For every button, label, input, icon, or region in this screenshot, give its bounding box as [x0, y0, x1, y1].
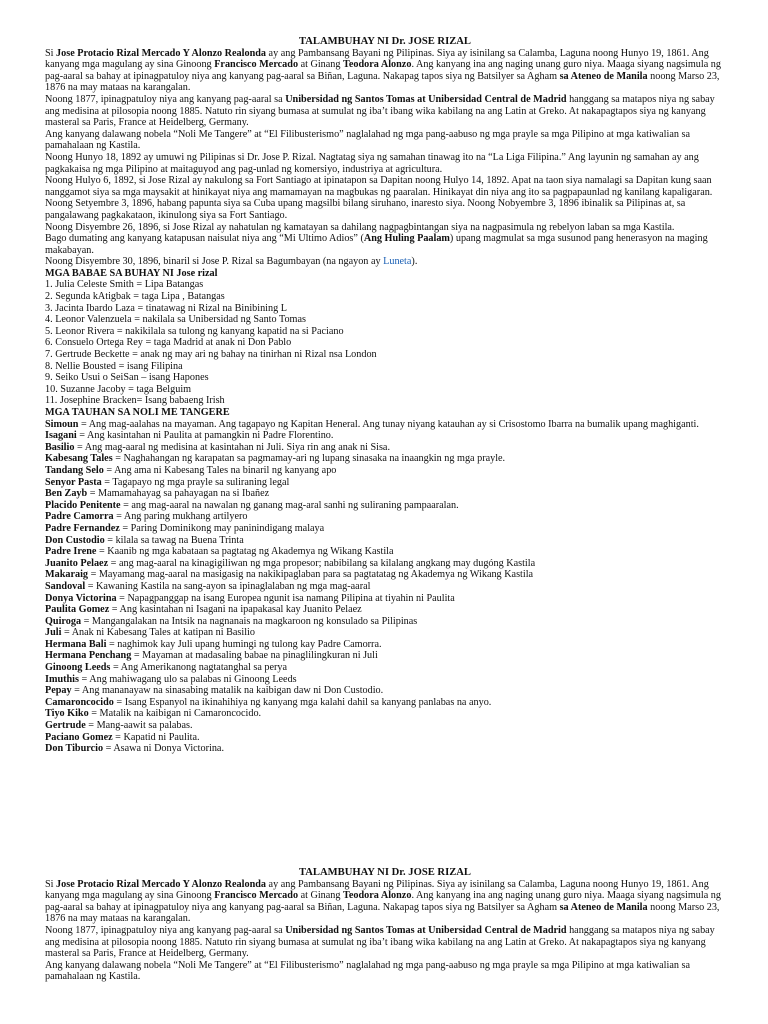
- character-entry: [45, 685, 725, 697]
- character-entry: [45, 442, 725, 454]
- character-entry: [45, 697, 725, 709]
- women-list-item: 3. Jacinta Ibardo Laza = tinatawag ni Rizal na Binibining L: [45, 302, 287, 314]
- women-list-item: 11. Josephine Bracken= Isang babaeng Irish: [45, 395, 225, 407]
- character-entry: [45, 477, 725, 489]
- character-name: Donya Victorina: [45, 592, 117, 604]
- character-description: = ang mag-aaral na kinagigiliwan ng mga propesor; nabibilang sa kilalang angkang may dugóng Kastila: [108, 557, 536, 569]
- character-entry: [45, 488, 725, 500]
- character-entry: [45, 732, 725, 744]
- character-name: Gertrude: [45, 720, 86, 732]
- character-name: Hermana Penchang: [45, 650, 132, 662]
- bold-text: Teodora Alonzo: [343, 890, 412, 902]
- bio-paragraph-3-repeat: Ang kanyang dalawang nobela “Noli Me Tangere” at “El Filibusterismo” naglalahad ng mga pang-aabuso ng mga prayle sa mga Pilipino at mga katiwalian sa pamahalaan ng Kastila.: [45, 959, 690, 983]
- character-name: Don Tiburcio: [45, 743, 104, 755]
- character-description: = Kaanib ng mga kabataan sa pagtatag ng Akademya ng Wikang Kastila: [96, 546, 394, 558]
- noli-heading: MGA TAUHAN SA NOLI ME TANGERE: [45, 407, 230, 418]
- bio-paragraph-5: Noong Hulyo 6, 1892, si Jose Rizal ay nakulong sa Fort Santiago at ipinatapon sa Dapitan noong Hulyo 14, 1892. Apat na taon siya namalagi sa Dapitan kung saan nanggamot siya sa mga maysakit at hinikayat niya ang mamamayan na magbukas ng paaralan. Hinikayat din niya ang ito sa pagpapaunlad ng kanilang kapaligaran.: [45, 175, 713, 198]
- character-description: = Kawaning Kastila na sang-ayon sa ipinaglalaban ng mga mag-aaral: [85, 580, 371, 592]
- character-entry: [45, 639, 725, 651]
- character-name: Quiroga: [45, 615, 82, 627]
- bold-text: Unibersidad ng Santos Tomas at Unibersidad Central de Madrid: [285, 93, 567, 105]
- character-entry: [45, 627, 725, 639]
- women-list-item: 2. Segunda kAtigbak = taga Lipa , Batangas: [45, 291, 225, 303]
- character-description: = Mang-aawit sa palabas.: [85, 720, 193, 732]
- character-description: = Ang ama ni Kabesang Tales na binaril ng kanyang apo: [103, 464, 337, 476]
- character-name: Padre Irene: [45, 546, 97, 558]
- character-description: = Ang mahiwagang ulo sa palabas ni Ginoong Leeds: [78, 673, 297, 685]
- bold-text: Francisco Mercado: [214, 59, 299, 71]
- p8-text-c: ) upang magmulat sa mga susunod pang henerasyon na maging makabayan.: [45, 233, 708, 256]
- bio-paragraph-1: [45, 48, 725, 94]
- character-name: Pepay: [45, 685, 72, 697]
- bio-paragraph-1-repeat: [45, 879, 725, 925]
- character-description: = Ang mag-aaral ng medisina at kasintahan ni Juli. Siya rin ang anak ni Sisa.: [74, 441, 391, 453]
- character-name: Makaraig: [45, 569, 89, 581]
- paragraph-text: Noong 1877, ipinagpatuloy niya ang kanyang pag-aaral sa: [45, 924, 286, 936]
- women-list-item: 7. Gertrude Beckette = anak ng may ari ng bahay na tinirhan ni Rizal nsa London: [45, 349, 377, 361]
- character-entry: [45, 453, 725, 465]
- character-description: = naghimok kay Juli upang humingi ng tulong kay Padre Camorra.: [106, 638, 382, 650]
- p9-text-b: ).: [411, 256, 418, 268]
- luneta-link[interactable]: Luneta: [383, 256, 412, 268]
- character-name: Camaroncocido: [45, 696, 114, 708]
- character-name: Paulita Gomez: [45, 604, 110, 616]
- bio-paragraph-6: Noong Setyembre 3, 1896, habang papunta siya sa Cuba upang magsilbi bilang siruhano, inaresto siya. Noong Nobyembre 3, 1896 ibinalik sa Pilipinas at, sa pangalawang pagkakataon, ikinulong siya sa Fort Santiago.: [45, 198, 686, 221]
- women-list-item: 6. Consuelo Ortega Rey = taga Madrid at anak ni Don Pablo: [45, 337, 292, 349]
- paragraph-text: . Ang kanyang ina ang naging unang guro niya. Maaga siyang nagsimula ng pag-aaral sa bahay at ipinagpatuloy niya ang kanyang pag-aaral sa Biñan, Laguna. Nakapag tapos siya ng Batsilyer sa Agham: [45, 59, 721, 82]
- character-description: = Mamamahayag sa pahayagan na si Ibañez: [87, 488, 270, 500]
- bold-text: Francisco Mercado: [214, 890, 299, 902]
- character-description: = Mayamang mag-aaral na masigasig na nakikipaglaban para sa pagtatatag ng Akademya ng Wikang Kastila: [88, 569, 534, 581]
- bold-text: Teodora Alonzo: [343, 59, 412, 71]
- bio-title: TALAMBUHAY NI Dr. JOSE RIZAL: [299, 36, 471, 47]
- paragraph-text: ay ang Pambansang Bayani ng Pilipinas. Siya ay isinilang sa Calamba, Laguna noong Hunyo 19, 1861. Ang kanyang mga magulang ay sina Ginoong: [45, 878, 709, 902]
- p8-text-a: Bago dumating ang kanyang katapusan naisulat niya ang “Mi Ultimo Adios” (: [45, 233, 364, 245]
- character-name: Kabesang Tales: [45, 453, 113, 465]
- character-description: = Matalik na kaibigan ni Camaroncocido.: [88, 708, 262, 720]
- bold-text: sa Ateneo de Manila: [559, 70, 648, 82]
- character-description: = Mayaman at madasaling babae na pinaglilingkuran ni Juli: [131, 650, 378, 662]
- character-description: = Anak ni Kabesang Tales at katipan ni Basilio: [61, 627, 255, 639]
- character-entry: [45, 523, 725, 535]
- character-entry: [45, 569, 725, 581]
- character-description: = Asawa ni Donya Victorina.: [103, 743, 224, 755]
- character-description: = Kapatid ni Paulita.: [112, 731, 200, 743]
- character-description: = Ang mag-aalahas na mayaman. Ang tagapayo ng Kapitan Heneral. Ang tunay niyang katauhan ay si Crisostomo Ibarra na bumalik upang maghiganti.: [78, 418, 699, 430]
- character-name: Juanito Pelaez: [45, 557, 109, 569]
- noli-character-list: [45, 419, 725, 755]
- character-description: = ang mag-aaral na nawalan ng ganang mag-aral sanhi ng suliraning pampaaralan.: [120, 499, 459, 511]
- paragraph-text: . Ang kanyang ina ang naging unang guro niya. Maaga siyang nagsimula ng pag-aaral sa bahay at ipinagpatuloy niya ang kanyang pag-aaral sa Biñan, Laguna. Nakapag tapos siya ng Batsilyer sa Agham: [45, 890, 721, 913]
- character-entry: [45, 558, 725, 570]
- character-entry: [45, 650, 725, 662]
- character-name: Isagani: [45, 430, 77, 442]
- character-name: Senyor Pasta: [45, 476, 102, 488]
- character-description: = Ang kasintahan ni Paulita at pamangkin ni Padre Florentino.: [76, 430, 334, 442]
- character-entry: [45, 604, 725, 616]
- character-description: = Isang Espanyol na ikinahihiya ng kanyang mga kalahi dahil sa kanyang panlabas na anyo.: [113, 696, 492, 708]
- character-description: = Paring Dominikong may paninindigang malaya: [119, 522, 325, 534]
- character-description: = Naghahangan ng karapatan sa pagmamay-ari ng lupang sinasaka na inaangkin ng mga prayle.: [112, 453, 506, 465]
- document-page-2: [45, 867, 725, 983]
- paragraph-text: at Ginang: [298, 59, 344, 71]
- bio-paragraph-3: Ang kanyang dalawang nobela “Noli Me Tangere” at “El Filibusterismo” naglalahad ng mga pang-aabuso ng mga prayle sa mga Pilipino at mga katiwalian sa pamahalaan ng Kastila.: [45, 128, 690, 152]
- character-entry: [45, 535, 725, 547]
- bio-paragraph-2-repeat: [45, 925, 725, 960]
- character-name: Hermana Bali: [45, 638, 107, 650]
- women-list-item: 5. Leonor Rivera = nakikilala sa tulong ng kanyang kapatid na si Paciano: [45, 325, 344, 337]
- document-page-1: [45, 36, 725, 755]
- character-description: = Tagapayo ng mga prayle sa suliraning legal: [101, 476, 290, 488]
- character-description: = Ang paring mukhang artilyero: [113, 511, 248, 523]
- character-entry: [45, 743, 725, 755]
- bio-paragraph-8: [45, 233, 725, 256]
- character-description: = Ang kasintahan ni Isagani na ipapakasal kay Juanito Pelaez: [109, 604, 362, 616]
- character-entry: [45, 465, 725, 477]
- paragraph-text: noong Marso 23, 1876 na may mataas na karangalan.: [45, 70, 720, 94]
- p8-bold: Ang Huling Paalam: [363, 233, 450, 245]
- p9-text-a: Noong Disyembre 30, 1896, binaril si Jose P. Rizal sa Bagumbayan (na ngayon ay: [45, 256, 384, 268]
- character-description: = kilala sa tawag na Buena Trinta: [104, 534, 244, 546]
- character-name: Ginoong Leeds: [45, 662, 111, 674]
- paragraph-text: hanggang sa matapos niya ng sabay ang medisina at pilosopia noong 1885. Natuto rin siyang bumasa at sumulat ng iba’t ibang wika kabilang na ang Latin at Greko. At nakapagtapos siya ng kanyang masteral sa Paris, France at Heidelberg, Germany.: [45, 924, 715, 960]
- bio-title-repeat: TALAMBUHAY NI Dr. JOSE RIZAL: [299, 867, 471, 878]
- character-name: Sandoval: [45, 580, 86, 592]
- character-entry: [45, 419, 725, 431]
- women-list-item: 4. Leonor Valenzuela = nakilala sa Unibersidad ng Santo Tomas: [45, 314, 306, 326]
- character-entry: [45, 616, 725, 628]
- paragraph-text: ay ang Pambansang Bayani ng Pilipinas. Siya ay isinilang sa Calamba, Laguna noong Hunyo 19, 1861. Ang kanyang mga magulang ay sina Ginoong: [45, 47, 709, 71]
- paragraph-text: Si: [45, 47, 57, 59]
- women-list: [45, 279, 725, 407]
- paragraph-text: at Ginang: [298, 890, 344, 902]
- women-list-item: 10. Suzanne Jacoby = taga Belguim: [45, 383, 192, 395]
- bold-text: Jose Protacio Rizal Mercado Y Alonzo Realonda: [56, 47, 266, 59]
- character-entry: [45, 593, 725, 605]
- character-description: = Ang Amerikanong nagtatanghal sa perya: [110, 662, 288, 674]
- character-entry: [45, 662, 725, 674]
- bio-paragraph-7: Noong Disyembre 26, 1896, si Jose Rizal ay nahatulan ng kamatayan sa dahilang nagpagbintangan siya na nagpasimula ng rebelyon laban sa mga Kastila.: [45, 221, 675, 233]
- character-entry: [45, 546, 725, 558]
- character-name: Basilio: [45, 441, 75, 453]
- character-description: = Ang mananayaw na sinasabing matalik na kaibigan daw ni Don Custodio.: [71, 685, 384, 697]
- paragraph-text: noong Marso 23, 1876 na may mataas na karangalan.: [45, 901, 720, 925]
- character-name: Tandang Selo: [45, 464, 104, 476]
- character-entry: [45, 720, 725, 732]
- character-entry: [45, 581, 725, 593]
- character-name: Padre Camorra: [45, 511, 114, 523]
- paragraph-text: Noong 1877, ipinagpatuloy niya ang kanyang pag-aaral sa: [45, 93, 286, 105]
- character-name: Paciano Gomez: [45, 731, 113, 743]
- character-name: Juli: [45, 627, 62, 639]
- bio-paragraph-4: Noong Hunyo 18, 1892 ay umuwi ng Pilipinas si Dr. Jose P. Rizal. Nagtatag siya ng samahan tinawag ito na “La Liga Filipina.” Ang layunin ng samahan ay ang pagkakaisa ng mga Pilipino at maitaguyod ang pag-unlad ng komersiyo, industriya at agricultura.: [45, 151, 699, 175]
- character-name: Placido Penitente: [45, 499, 121, 511]
- women-list-item: 1. Julia Celeste Smith = Lipa Batangas: [45, 279, 204, 291]
- character-name: Imuthis: [45, 673, 79, 685]
- bio-paragraph-9: [45, 256, 725, 268]
- bold-text: sa Ateneo de Manila: [559, 901, 648, 913]
- character-description: = Napagpanggap na isang Europea ngunit isa namang Pilipina at tiyahin ni Paulita: [116, 592, 455, 604]
- paragraph-text: Si: [45, 878, 57, 890]
- paragraph-text: hanggang sa matapos niya ng sabay ang medisina at pilosopia noong 1885. Natuto rin siyang bumasa at sumulat ng iba’t ibang wika kabilang na ang Latin at Greko. At nakapagtapos siya ng kanyang masteral sa Paris, France at Heidelberg, Germany.: [45, 93, 715, 129]
- character-name: Ben Zayb: [45, 488, 88, 500]
- character-description: = Mangangalakan na Intsik na nagnanais na magkaroon ng konsulado sa Pilipinas: [81, 615, 418, 627]
- bold-text: Unibersidad ng Santos Tomas at Unibersidad Central de Madrid: [285, 924, 567, 936]
- character-entry: [45, 500, 725, 512]
- character-entry: [45, 511, 725, 523]
- character-name: Tiyo Kiko: [45, 708, 89, 720]
- women-heading: MGA BABAE SA BUHAY NI Jose rizal: [45, 267, 218, 279]
- bio-paragraph-2: [45, 94, 725, 129]
- character-name: Simoun: [45, 418, 79, 430]
- character-name: Don Custodio: [45, 534, 105, 546]
- women-list-item: 8. Nellie Bousted = isang Filipina: [45, 360, 183, 372]
- character-entry: [45, 708, 725, 720]
- character-entry: [45, 430, 725, 442]
- character-entry: [45, 674, 725, 686]
- character-name: Padre Fernandez: [45, 522, 120, 534]
- women-list-item: 9. Seiko Usui o SeiSan – isang Hapones: [45, 372, 209, 384]
- bold-text: Jose Protacio Rizal Mercado Y Alonzo Realonda: [56, 878, 266, 890]
